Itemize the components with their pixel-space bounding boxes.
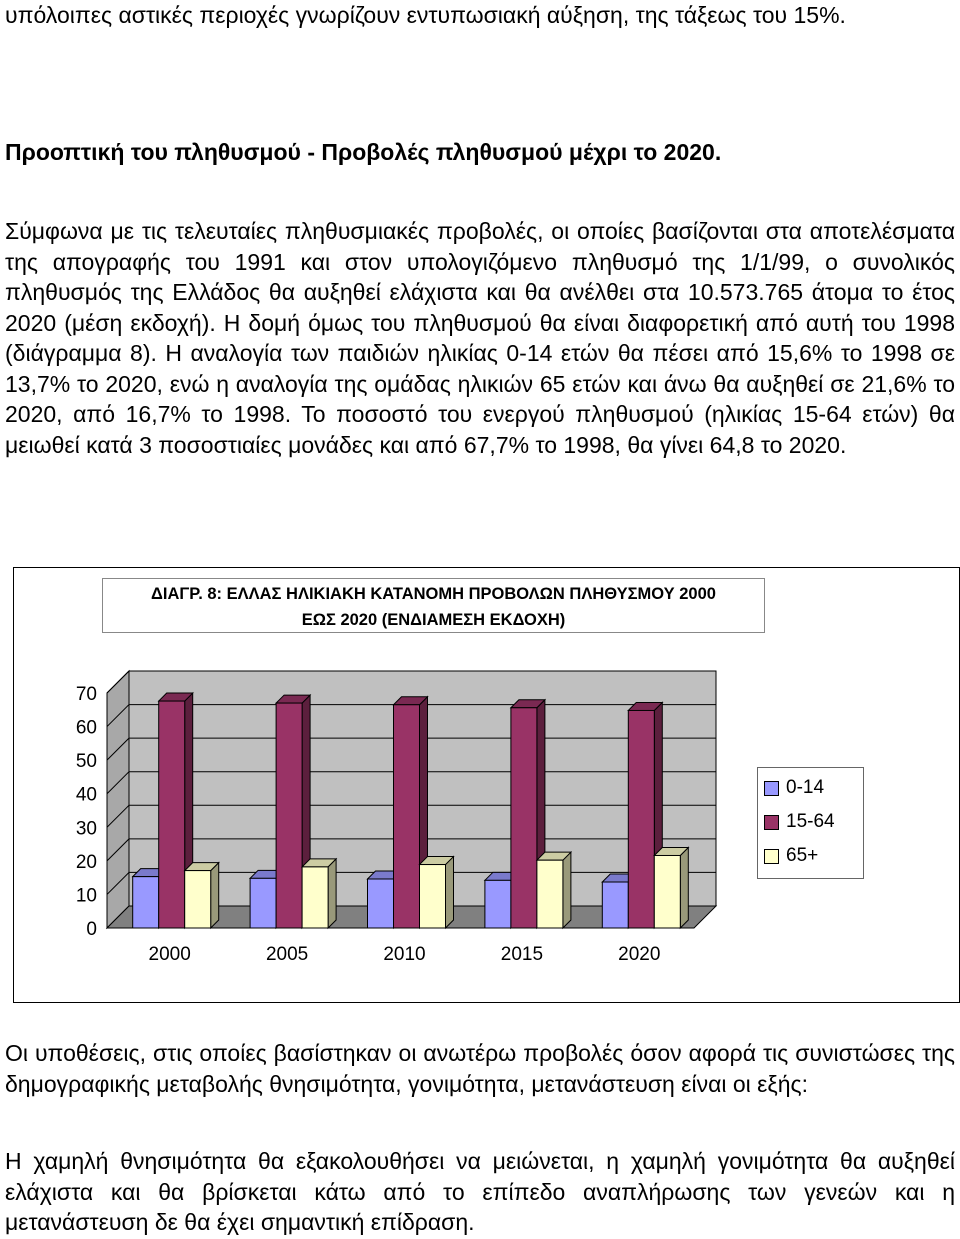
x-tick-label: 2005 [265,944,309,965]
y-tick-label: 40 [75,784,97,806]
bar-65plus-2005 [302,867,328,928]
bar-65plus-2005-side [328,859,336,928]
mortality-paragraph: Η χαμηλή θνησιμότητα θα εξακολουθήσει να μειώνεται, η χαμηλή γονιμότητα θα αυξηθεί ελάχιστα και θα βρίσκεται κάτω από το επίπεδο αναπλήρωσης των γενεών και η μετανάστευση δε θα έχει σημαντική επίδραση. [5,1148,955,1235]
y-tick-label: 10 [75,885,97,907]
bar-65plus-2015 [537,860,563,928]
population-chart [13,567,960,1003]
chart-title-line1: ΔΙΑΓΡ. 8: ΕΛΛΑΣ ΗΛΙΚΙΑΚΗ ΚΑΤΑΝΟΜΗ ΠΡΟΒΟΛΩΝ ΠΛΗΘΥΣΜΟΥ 2000 [151,585,716,603]
chart-side-wall [107,671,129,928]
x-tick-label: 2000 [148,944,191,965]
legend-label-15-64: 15-64 [786,811,835,832]
x-tick-label: 2010 [383,944,426,965]
y-tick-label: 50 [75,751,97,773]
legend-swatch-0-14 [764,781,779,796]
bar-65plus-2010-side [446,857,454,928]
bar-0-14-2015 [485,880,511,928]
y-tick-label: 20 [75,851,97,873]
bar-0-14-2010 [368,879,394,928]
x-tick-label: 2015 [500,944,544,965]
legend-swatch-15-64 [764,815,779,830]
bar-0-14-2020 [602,882,628,928]
bar-65plus-2015-side [563,852,571,928]
intro-tail-paragraph: υπόλοιπες αστικές περιοχές γνωρίζουν εντυπωσιακή αύξηση, της τάξεως του 15%. [5,2,846,28]
bar-65plus-2010 [420,865,446,928]
legend-item-0-14 [764,778,824,798]
legend-label-0-14: 0-14 [786,777,825,798]
bar-65plus-2020 [654,855,680,928]
y-tick-label: 30 [75,818,97,840]
bar-15-64-2020 [628,710,654,928]
bar-15-64-2015 [511,708,537,928]
legend-item-65plus [764,846,818,866]
bar-65plus-2000-side [211,863,219,928]
legend-label-65plus: 65+ [786,845,819,866]
bar-15-64-2010 [394,705,420,928]
section-heading: Προοπτική του πληθυσμού - Προβολές πληθυσμού μέχρι το 2020. [5,139,722,165]
bar-65plus-2020-side [680,847,688,928]
bar-15-64-2000 [159,701,185,928]
legend-item-15-64 [764,812,835,832]
bar-0-14-2005 [250,878,276,928]
legend-swatch-65plus [764,849,779,864]
x-tick-label: 2020 [618,944,661,965]
chart-legend [757,767,864,879]
bar-15-64-2005 [276,703,302,928]
y-tick-label: 60 [75,717,97,739]
bar-0-14-2000 [133,877,159,928]
y-tick-label: 70 [75,684,97,705]
main-paragraph: Σύμφωνα με τις τελευταίες πληθυσμιακές προβολές, οι οποίες βασίζονται στα αποτελέσματα της απογραφής του 1991 και στον υπολογιζόμενο πληθυσμό της 1/1/99, ο συνολικός πληθυσμός της Ελλάδος θα αυξηθεί ελάχιστα και θα ανέλθει στα 10.573.765 άτομα το έτος 2020 (μέση εκδοχή). Η δομή όμως του πληθυσμού θα είναι διαφορετική από αυτή του 1998 (διάγραμμα 8). Η αναλογία των παιδιών ηλικίας 0-14 ετών θα πέσει από 15,6% το 1998 σε 13,7% το 2020, ενώ η αναλογία της ομάδας ηλικιών 65 ετών και άνω θα αυξηθεί σε 21,6% το 2020, από 16,7% το 1998. Το ποσοστό του ενεργού πληθυσμού (ηλικίας 15-64 ετών) θα μειωθεί κατά 3 ποσοστιαίες μονάδες και από 67,7% το 1998, θα γίνει 64,8 το 2020. [5,218,955,458]
bar-65plus-2000 [185,871,211,928]
chart-title-line2: ΕΩΣ 2020 (ΕΝΔΙΑΜΕΣΗ ΕΚΔΟΧΗ) [301,611,566,629]
assumptions-paragraph: Οι υποθέσεις, στις οποίες βασίστηκαν οι ανωτέρω προβολές όσον αφορά τις συνιστώσες της δημογραφικής μεταβολής θνησιμότητα, γονιμότητα, μετανάστευση είναι οι εξής: [5,1040,955,1097]
y-tick-label: 0 [86,919,97,940]
